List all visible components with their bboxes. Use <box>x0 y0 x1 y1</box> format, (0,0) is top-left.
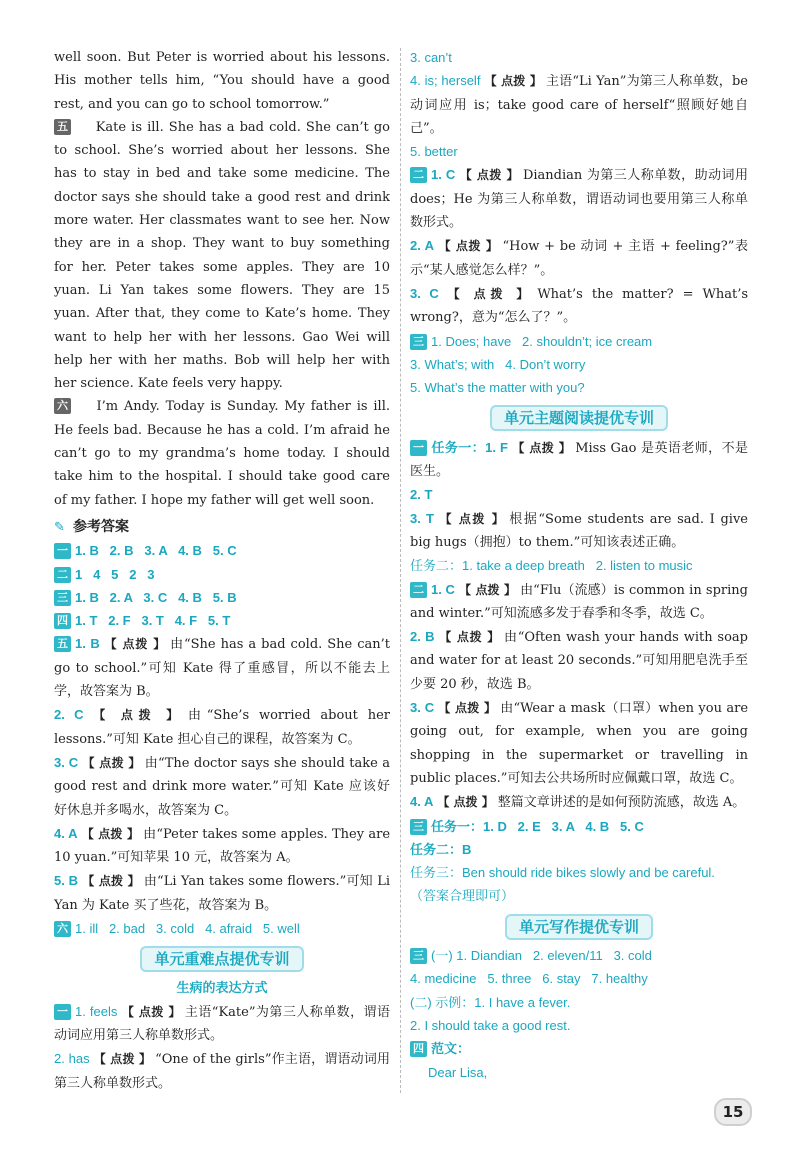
answer-number: 3. T <box>410 510 434 526</box>
key-4 <box>410 69 748 140</box>
model-text: Dear Lisa, <box>428 1065 488 1081</box>
tip-label: 【 点拨 】 <box>459 168 519 183</box>
explanation: 由“She has a bad cold. She can’t go to school.”可知 Kate 得了重感冒，所以不能去上学，故答案为 B。 <box>54 637 391 700</box>
answer-line: 2. T <box>410 487 433 503</box>
answer-line: 3. can’t <box>410 50 452 65</box>
answer-number: 2. A <box>410 238 434 254</box>
section-banner-title: 单元主题阅读提优专训 <box>490 405 668 431</box>
answer-row-6 <box>54 917 390 940</box>
section-banner-title: 单元重难点提优专训 <box>140 946 303 972</box>
w-1 <box>410 944 748 967</box>
passage-text: I’m Andy. Today is Sunday. My father is ill. He feels bad. Because he has a cold. I’m afraid he can’t go to my grandma’s home today. I should take him to the hospital. I should take good care of my father. I hope my father will get well soon. <box>54 399 390 508</box>
section-tag: 三 <box>410 334 427 350</box>
answer-5-5 <box>54 869 390 917</box>
answer-number: 2. B <box>410 629 435 645</box>
answer-text: 1. ill 2. bad 3. cold 4. afraid 5. well <box>75 920 300 936</box>
answer-row-1 <box>54 539 390 562</box>
answer-5-1 <box>54 632 390 703</box>
model-essay <box>410 1037 748 1061</box>
answer-number: 4. is; herself <box>410 73 481 89</box>
tip-label: 【 点拨 】 <box>81 826 140 841</box>
explanation: 由“The doctor says she should take a good rest and drink more water.”可知 Kate 应该好好休息并多喝水，故答案为 C。 <box>54 755 391 818</box>
section-tag: 六 <box>54 398 71 414</box>
answer-row-3 <box>54 586 390 609</box>
explanation: 由“She’s worried about her lessons.”可知 Kate 担心自己的课程，故答案为 C。 <box>54 708 390 747</box>
t-1 <box>410 815 748 838</box>
tip-label: 【 点拨 】 <box>511 440 572 455</box>
answer-number: 任务一：1. F <box>431 439 508 455</box>
answer-note: （答案合理即可） <box>410 888 515 904</box>
answer-text: 1. B 2. B 3. A 4. B 5. C <box>75 543 237 559</box>
q-3 <box>410 696 748 790</box>
tip-label: 【 点拨 】 <box>442 286 534 301</box>
section-tag: 三 <box>410 819 427 835</box>
section-tag: 五 <box>54 636 71 652</box>
tip-label: 【 点拨 】 <box>438 630 500 645</box>
section-banner <box>410 405 748 431</box>
answer-text: 1. Does; have 2. shouldn’t; ice cream <box>431 333 653 349</box>
section-subtitle: 生病的表达方式 <box>176 980 268 996</box>
left-column <box>54 46 390 1095</box>
explanation: 主语“Li Yan”为第三人称单数，be 动词应用 is；take good care of herself“照顾好她自己”。 <box>410 74 748 136</box>
pencil-icon: ✎ <box>54 519 65 535</box>
answer-line: 任务二：1. take a deep breath 2. listen to music <box>410 558 693 574</box>
answer-number: 2. has <box>54 1051 90 1067</box>
section-five-passage <box>54 116 390 396</box>
explanation: 由“Peter takes some apples. They are 10 yuan.”可知苹果 10 元，故答案为 A。 <box>54 826 391 866</box>
column-divider <box>400 48 401 1093</box>
explanation: Diandian 为第三人称单数，助动词用 does；He 为第三人称单数，谓语动词也要用第三人称单数形式。 <box>410 168 748 231</box>
tip-label: 【 点拨 】 <box>484 74 542 89</box>
explanation: 由“Often wash your hands with soap and water for at least 20 seconds.”可知用肥皂洗手至少要 20 秒，故选 B。 <box>410 630 748 692</box>
section-tag: 二 <box>54 567 71 583</box>
answer-5-3 <box>54 751 390 822</box>
answer-line: 2. I should take a good rest. <box>410 1017 571 1033</box>
c-1 <box>410 330 748 353</box>
section-banner <box>54 946 390 972</box>
section-banner <box>410 914 748 940</box>
answer-number: 1. C <box>431 581 455 597</box>
answer-line: 任务二：B <box>410 841 472 857</box>
answer-number: 4. A <box>54 825 78 841</box>
tip-label: 【 点拨 】 <box>93 1052 152 1067</box>
tip-label: 【 点拨 】 <box>87 708 184 723</box>
tip-label: 【 点拨 】 <box>437 239 499 254</box>
story-ending: well soon. But Peter is worried about his lessons. His mother tells him, “You should have a good rest, and you can go to school tomorrow.” <box>54 50 390 112</box>
q-2 <box>410 625 748 696</box>
explanation: 由“Li Yan takes some flowers.”可知 Li Yan 为 Kate 买了些花，故答案为 B。 <box>54 874 390 913</box>
explanation: 主语“Kate”为第三人称单数，谓语动词应用第三人称单数形式。 <box>54 1004 390 1044</box>
answer-number: 1. B <box>75 636 100 652</box>
answer-line: 5. What’s the matter with you? <box>410 380 585 396</box>
answer-text: 1 4 5 2 3 <box>75 566 155 582</box>
explanation: 根据“Some students are sad. I give big hugs（拥抱）to them.”可知该表述正确。 <box>410 511 748 550</box>
section-tag: 一 <box>410 440 427 456</box>
tip-label: 【 点拨 】 <box>82 874 140 889</box>
section-tag: 二 <box>410 167 427 183</box>
reference-answer-heading <box>54 516 390 539</box>
section-tag: 二 <box>410 582 427 598</box>
tip-label: 【 点拨 】 <box>82 755 141 770</box>
answer-line: 4. medicine 5. three 6. stay 7. healthy <box>410 971 648 987</box>
answer-5-4 <box>54 822 390 870</box>
b-1 <box>410 163 748 234</box>
answer-number: 3. C <box>54 754 79 770</box>
section-tag: 四 <box>54 613 71 629</box>
answer-line: 任务三：Ben should ride bikes slowly and be careful. <box>410 865 715 881</box>
answer-number: 1. C <box>431 167 456 183</box>
reference-title: 参考答案 <box>73 518 130 535</box>
answer-5-2 <box>54 703 390 751</box>
answer-number: 3. C <box>410 700 435 716</box>
section-tag: 五 <box>54 119 71 135</box>
section-six-passage <box>54 395 390 511</box>
tip-label: 【 点拨 】 <box>437 511 506 526</box>
section-tag: 一 <box>54 543 71 559</box>
answer-text: 1. T 2. F 3. T 4. F 5. T <box>75 613 231 629</box>
answer-row-4 <box>54 609 390 632</box>
explanation: Miss Gao 是英语老师，不是医生。 <box>410 440 748 480</box>
explanation: “One of the girls”作主语，谓语动词用第三人称单数形式。 <box>54 1052 390 1091</box>
answer-number: 2. C <box>54 707 84 723</box>
section-tag: 一 <box>54 1004 71 1020</box>
page-number: 15 <box>714 1098 752 1126</box>
b-2 <box>410 234 748 282</box>
answer-number: 4. A <box>410 794 434 810</box>
answer-line: 3. What’s; with 4. Don’t worry <box>410 356 586 372</box>
tip-label: 【 点拨 】 <box>437 795 494 810</box>
section-tag: 四 <box>410 1041 427 1057</box>
model-label: 范文： <box>431 1041 471 1057</box>
tip-label: 【 点拨 】 <box>121 1004 181 1019</box>
q-1 <box>410 578 748 626</box>
tip-label: 【 点拨 】 <box>103 637 167 652</box>
explanation: “How + be 动词 + 主语 + feeling?”表示“某人感觉怎么样？”。 <box>410 239 749 278</box>
r-1 <box>410 436 748 484</box>
answer-line: 5. better <box>410 144 458 160</box>
key-1 <box>54 1000 390 1048</box>
tip-label: 【 点拨 】 <box>438 701 497 716</box>
answer-number: 3. C <box>410 285 439 301</box>
r-3 <box>410 507 748 555</box>
tip-label: 【 点拨 】 <box>458 582 517 597</box>
answer-number: 1. feels <box>75 1003 118 1019</box>
answer-number: 5. B <box>54 873 79 889</box>
answer-text: 1. B 2. A 3. C 4. B 5. B <box>75 589 237 605</box>
section-tag: 六 <box>54 921 71 937</box>
explanation: What’s the matter? = What’s wrong?，意为“怎么了？”。 <box>410 286 749 326</box>
section-banner-title: 单元写作提优专训 <box>505 914 653 940</box>
q-4 <box>410 790 748 814</box>
explanation: 由“Wear a mask（口罩）when you are going out, for example, when you are going shopping in the supermarket or travelling in public places.”可知去公共场所时应佩戴口罩，故选 C。 <box>410 701 749 786</box>
section-tag: 三 <box>54 590 71 606</box>
explanation: 整篇文章讲述的是如何预防流感，故选 A。 <box>497 795 746 811</box>
key-2 <box>54 1047 390 1095</box>
answer-text: 任务一：1. D 2. E 3. A 4. B 5. C <box>431 818 644 834</box>
passage-text: Kate is ill. She has a bad cold. She can’t go to school. She’s worried about her lessons. She has to stay in bed and take some medicine. The doctor says she should take a good rest and drink more water. Her classmates want to see her. Now they are in a shop. They want to buy something for her. Peter takes some apples. They are 10 yuan. Li Yan takes some flowers. They are 15 yuan. After that, they come to Kate’s home. They want to help her with her lessons. Gao Wei will help her with her maths. Bob will help her with her science. Kate feels very happy. <box>54 119 390 392</box>
answer-text: (一) 1. Diandian 2. eleven/11 3. cold <box>431 947 652 963</box>
b-3 <box>410 282 748 330</box>
explanation: 由“Flu（流感）is common in spring and winter.”可知流感多发于春季和冬季，故选 C。 <box>410 582 748 621</box>
right-column <box>410 46 748 1085</box>
section-tag: 三 <box>410 948 427 964</box>
answer-row-2 <box>54 563 390 586</box>
answer-line: (二) 示例：1. I have a fever. <box>410 994 571 1010</box>
